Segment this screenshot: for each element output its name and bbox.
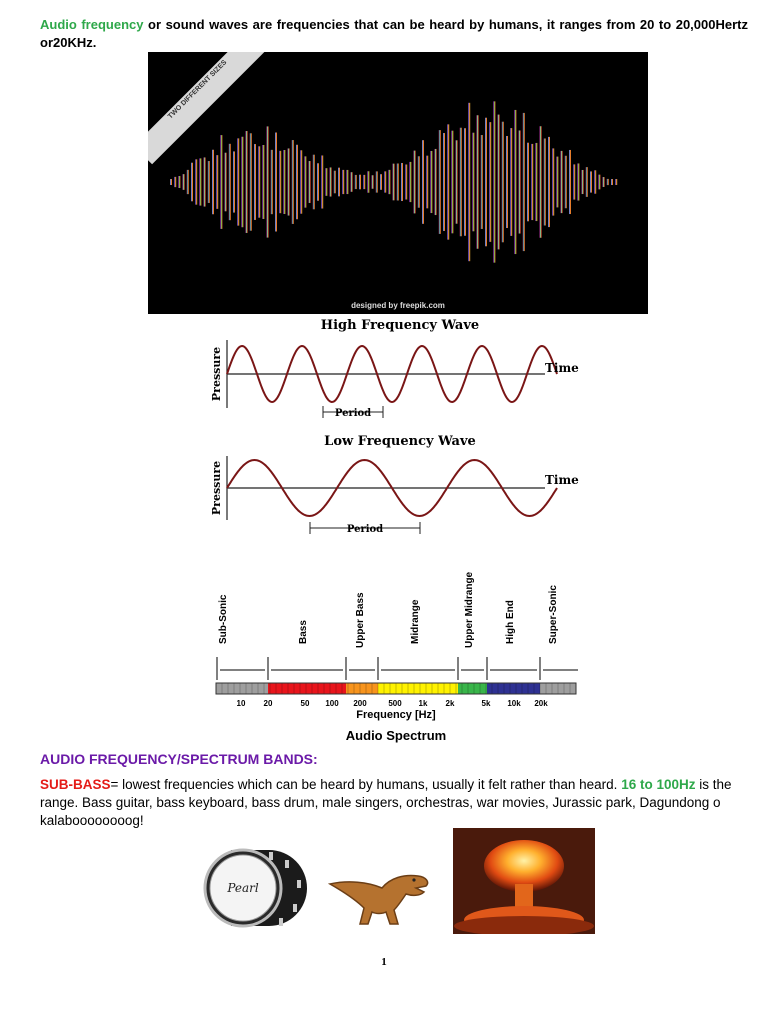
sound-bar [262,145,264,219]
sound-bar [603,177,605,187]
sound-bar [577,163,579,200]
low-wave-period-label: Period [346,524,384,535]
sound-bar [321,155,323,208]
sound-bar [489,122,491,242]
sound-bar [195,159,197,204]
high-frequency-figure [205,318,595,430]
sound-bar [220,135,222,229]
sound-bar [409,162,411,202]
sound-bar [556,157,558,208]
sound-bar [241,137,243,227]
sound-bar [422,140,424,224]
sound-bar [414,151,416,214]
sound-bar [535,143,537,221]
sub-bass-label: SUB-BASS [40,777,111,792]
sound-bar [611,179,613,185]
band-label-super-sonic: Super-Sonic [548,585,559,644]
sound-bar [451,131,453,234]
sound-bar [510,128,512,236]
sound-bar [187,170,189,194]
sound-bar [481,135,483,229]
sound-bar [212,150,214,215]
sub-bass-paragraph [40,776,760,830]
sound-bar [552,148,554,215]
tick-2k: 2k [445,699,455,708]
sound-bar [237,138,239,225]
sound-bar [313,155,315,210]
sound-bar [376,171,378,192]
low-wave-y-label: Pressure [210,460,223,516]
sound-bar [472,133,474,232]
sound-bar [544,138,546,225]
sound-bar [548,137,550,227]
sound-bar [267,126,269,237]
sound-bar [615,179,617,185]
sound-bar [191,163,193,202]
tick-200: 200 [353,699,367,708]
spectrum-caption: Audio Spectrum [345,728,447,743]
low-wave-x-label: Time [545,473,579,487]
sound-bar [582,170,584,194]
sound-bar [460,128,462,237]
sound-bar [199,158,201,205]
sound-bar [531,144,533,220]
sound-bar [174,177,176,187]
sound-bar [309,161,311,203]
intro-text: or sound waves are frequencies that can be heard by humans, it ranges from 20 to 20,000Hertz or20KHz. [40,17,748,50]
sound-bar [573,164,575,199]
sound-bar [246,131,248,233]
sound-bar [330,167,332,196]
sound-bar [225,153,227,212]
sound-bar [569,150,571,214]
sound-bar [594,170,596,193]
sound-bar [279,151,281,213]
band-label-sub-sonic: Sub-Sonic [218,594,229,644]
sound-bar [170,179,172,185]
sound-bar [384,171,386,192]
sound-bar [523,113,525,251]
sound-bar [275,133,277,232]
sub-bass-range: 16 to 100Hz [621,777,696,792]
sound-bar [456,140,458,223]
sound-bar [418,156,420,207]
band-label-upper-midrange: Upper Midrange [464,571,475,648]
sound-bar [204,157,206,206]
sound-bar [485,118,487,247]
audio-spectrum-figure [210,560,582,750]
sound-bar [426,156,428,209]
high-wave-x-label: Time [545,361,579,375]
sound-bar [468,103,470,261]
sound-bar [527,143,529,222]
section-heading: AUDIO FREQUENCY/SPECTRUM BANDS: [40,751,318,767]
sound-bar [514,110,516,254]
sound-bar [334,171,336,194]
sound-bar [443,133,445,231]
sound-bar [346,170,348,194]
sound-bar [561,151,563,213]
sound-bar [183,174,185,190]
sound-bar [405,164,407,199]
sound-bar [586,167,588,197]
tick-100: 100 [325,699,339,708]
sound-bar [388,170,390,194]
intro-highlight: Audio frequency [40,17,144,32]
sound-bar [397,163,399,200]
sound-bar [342,170,344,194]
sound-bar [502,122,504,243]
image-credit: designed by freepik.com [351,301,445,310]
tick-10k: 10k [507,699,521,708]
sound-bar [250,133,252,230]
sound-bar [506,136,508,228]
intro-paragraph [40,16,748,52]
sound-bar [296,145,298,219]
sound-bar [380,174,382,190]
sound-bar [372,175,374,188]
low-wave-title: Low Frequency Wave [324,434,476,449]
explosion-image [453,828,595,934]
sound-bar [367,171,369,193]
sound-bar [464,128,466,236]
page-number: 1 [381,956,387,968]
sound-bar [283,150,285,214]
sound-bar [216,155,218,209]
sound-bar [355,175,357,189]
tick-500: 500 [388,699,402,708]
sound-bar [338,168,340,197]
sound-bar [430,151,432,213]
sound-bar [598,175,600,190]
sound-bar [493,101,495,262]
sound-bar [540,126,542,238]
spectrum-color-bar [216,683,576,694]
sound-bar [477,115,479,249]
sub-bass-text-2: is the range. Bass guitar, bass keyboard, bass drum, male singers, orchestras, war movies, Jurassic park, Dagundong o kalaboooooooog! [40,777,732,828]
sound-bar [359,175,361,190]
sound-bar [325,168,327,196]
sound-bar [363,175,365,189]
sound-bar [565,156,567,208]
sound-bar [519,130,521,233]
sound-bar [254,144,256,220]
sound-bar [229,144,231,220]
tick-20: 20 [263,699,273,708]
tick-1k: 1k [418,699,428,708]
sound-bar [292,140,294,224]
sound-bar [447,124,449,239]
band-label-upper-bass: Upper Bass [355,592,366,648]
high-wave-y-label: Pressure [210,346,223,402]
sound-bar [351,172,353,192]
sub-bass-text-1: = lowest frequencies which can be heard by humans, usually it felt rather than heard. [110,777,622,792]
sound-bar [258,146,260,217]
tick-10: 10 [236,699,246,708]
sound-bar [288,148,290,215]
high-wave-period-label: Period [334,408,372,419]
band-label-bass: Bass [298,620,309,644]
tick-5k: 5k [481,699,491,708]
sound-bar [233,151,235,212]
band-label-midrange: Midrange [410,599,421,644]
sound-bar [435,149,437,215]
bass-drum-image [203,848,311,930]
band-label-high-end: High End [505,600,516,644]
sound-bar [607,179,609,185]
sound-bar [304,156,306,207]
sound-bar [208,161,210,203]
spectrum-axis-label: Frequency [Hz] [356,709,436,721]
sound-bar [271,150,273,214]
sound-bar [393,164,395,201]
tick-50: 50 [300,699,310,708]
drum-brand-text: Pearl [227,881,259,895]
sound-bar [401,163,403,201]
low-frequency-figure [205,434,595,544]
high-wave-title: High Frequency Wave [320,318,480,333]
size-ribbon: TWO DIFFERENT SIZES [148,52,272,164]
tick-20k: 20k [534,699,548,708]
sound-bar [590,171,592,192]
sound-wave-image [148,52,648,314]
sound-bar [317,163,319,200]
sound-bar [498,115,500,250]
dinosaur-image [328,866,432,928]
sound-bar [300,150,302,213]
sound-bar [439,130,441,234]
sound-bar [178,176,180,188]
